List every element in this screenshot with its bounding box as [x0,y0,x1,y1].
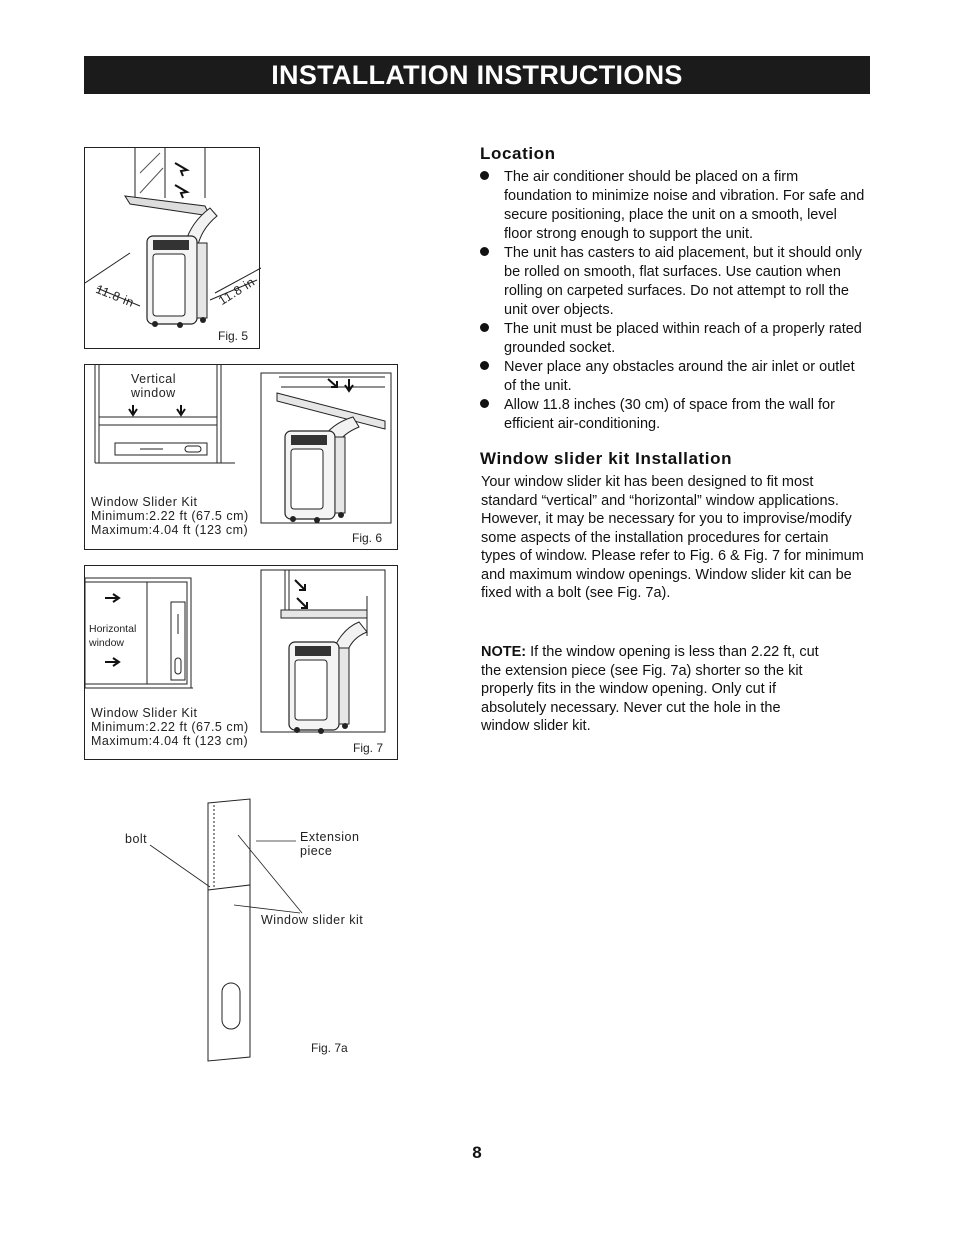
fig7a-slider-kit-label: Window slider kit [261,913,364,927]
list-item: The air conditioner should be placed on a firm foundation to minimize noise and vibration. For safe and secure positioning, place the unit on a smooth, level floor strong enough to support the unit. [478,168,868,244]
slider-body: Your window slider kit has been designed to fit most standard “vertical” and “horizontal” window applications. However, it may be necessary for you to improvise/modify some aspects of the installation procedures for certain types of window. Please refer to Fig. 6 & Fig. 7 for minimum and maximum window openings. Window slider kit can be fixed with a bolt (see Fig. 7a). [481,474,864,601]
list-item: The unit must be placed within reach of a properly rated grounded socket. [478,320,868,358]
figure-7a [110,795,400,1065]
fig6-kit-line-2: Minimum:2.22 ft (67.5 cm) [91,509,249,523]
fig7a-extension-label-1: Extension [300,830,360,844]
fig7a-extension-label-2: piece [300,844,333,858]
fig7-kit-line-2: Minimum:2.22 ft (67.5 cm) [91,720,249,734]
fig6-window-label-1: Vertical [131,372,176,386]
page-title: INSTALLATION INSTRUCTIONS [271,60,683,90]
note-paragraph [481,643,831,736]
fig7a-bolt-label: bolt [125,832,148,846]
fig6-kit-line-3: Maximum:4.04 ft (123 cm) [91,523,249,537]
figure-6 [84,364,398,550]
fig7-window-label-2: window [89,637,125,649]
header-bar [84,56,870,94]
header-rule [108,93,816,94]
note-label: NOTE: [481,644,527,660]
location-bullet-list [478,168,868,434]
figure-7 [84,565,398,760]
fig7a-caption: Fig. 7a [311,1041,348,1055]
note-body: If the window opening is less than 2.22 ft, cut the extension piece (see Fig. 7a) shorter so the kit properly fits in the window opening. Only cut if absolutely necessary. Never cut the hole in the window slider kit. [481,644,819,734]
fig5-dimension-left: 11.8 in [93,282,137,311]
page-number: 8 [472,1143,482,1162]
list-item: The unit has casters to aid placement, but it should only be rolled on smooth, flat surfaces. Use caution when rolling on carpeted surfaces. Do not attempt to roll the unit over objects. [478,244,868,320]
fig6-kit-line-1: Window Slider Kit [91,495,198,509]
fig5-illustration [85,148,261,350]
list-item: Allow 11.8 inches (30 cm) of space from the wall for efficient air-conditioning. [478,396,868,434]
fig7-caption: Fig. 7 [353,741,384,755]
location-heading: Location [480,144,556,163]
fig6-caption: Fig. 6 [352,531,383,545]
fig7-window-label-1: Horizontal [89,623,137,635]
list-item: Never place any obstacles around the air inlet or outlet of the unit. [478,358,868,396]
fig5-dimension-right: 11.8 in [216,274,258,308]
fig7-kit-line-1: Window Slider Kit [91,706,198,720]
slider-heading: Window slider kit Installation [480,449,733,468]
fig5-caption: Fig. 5 [218,329,249,343]
figure-5 [84,147,260,349]
fig7-kit-line-3: Maximum:4.04 ft (123 cm) [91,734,249,748]
fig6-window-label-2: window [131,386,176,400]
